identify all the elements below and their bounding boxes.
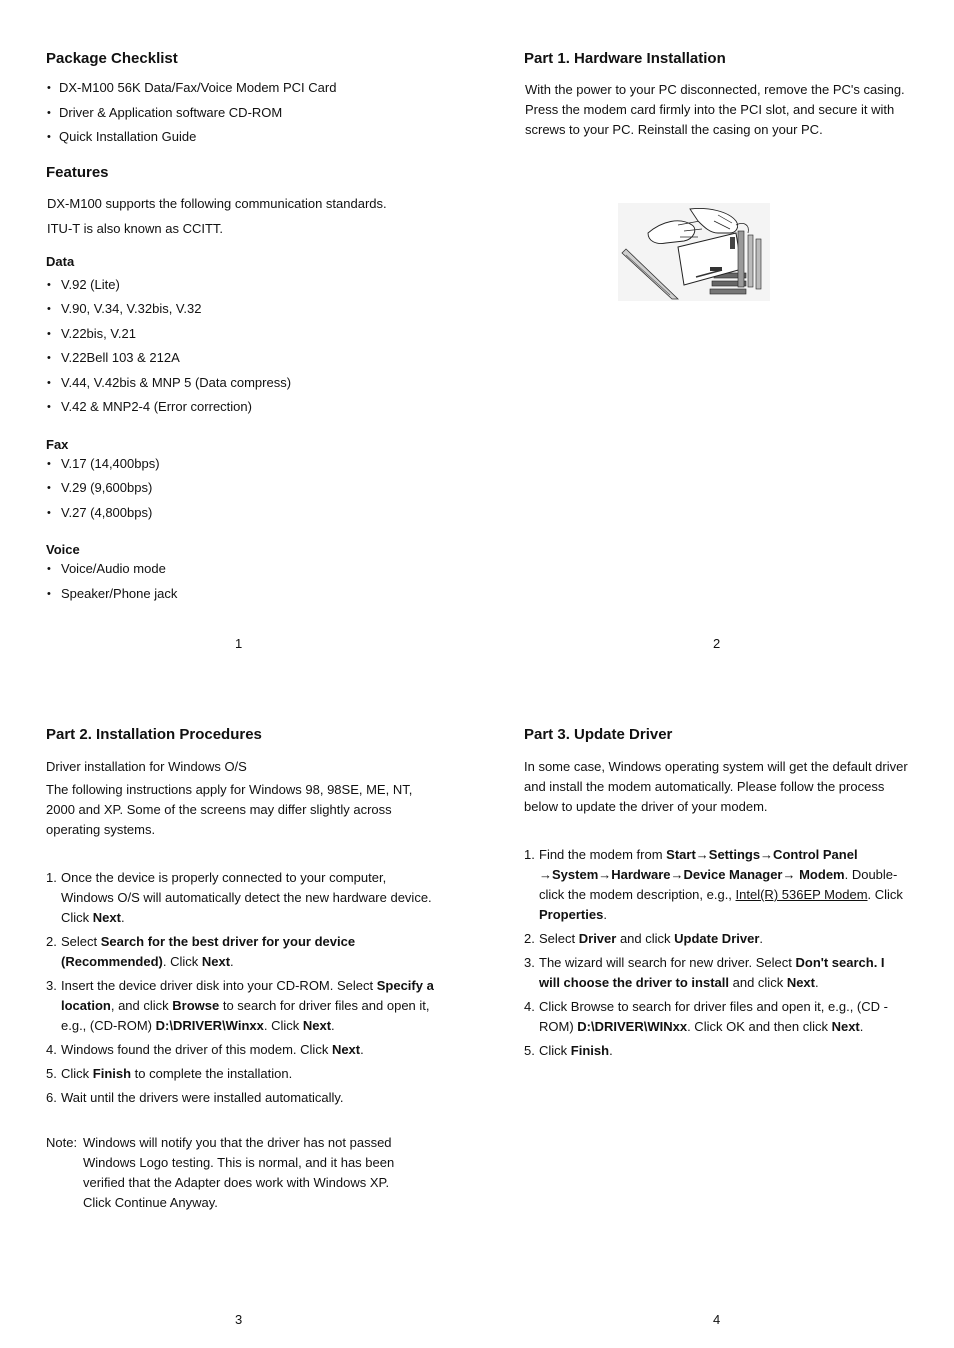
voice-list xyxy=(46,560,466,609)
package-checklist-heading: Package Checklist xyxy=(46,50,178,67)
step-item: 3. The wizard will search for new driver. Select Don't search. I will choose the driver to install and click Next. xyxy=(524,955,885,990)
list-item: • V.42 & MNP2-4 (Error correction) xyxy=(46,398,466,423)
list-item: • V.29 (9,600bps) xyxy=(46,479,466,504)
list-item: • Quick Installation Guide xyxy=(46,128,466,153)
list-item: • DX-M100 56K Data/Fax/Voice Modem PCI Card xyxy=(46,79,466,104)
list-item: • V.27 (4,800bps) xyxy=(46,504,466,529)
driver-installation-intro: Driver installation for Windows O/S xyxy=(46,759,247,774)
list-item: • Speaker/Phone jack xyxy=(46,585,466,610)
page-number: 4 xyxy=(713,1312,721,1327)
list-item: • V.44, V.42bis & MNP 5 (Data compress) xyxy=(46,374,466,399)
update-driver-steps xyxy=(524,845,908,1061)
step-item: 2. Select Driver and click Update Driver. xyxy=(524,931,764,946)
windows-logo-note xyxy=(46,1133,413,1213)
page-2 xyxy=(524,50,909,140)
package-list xyxy=(46,79,466,153)
windows-versions-note: The following instructions apply for Windows 98, 98SE, ME, NT, 2000 and XP. Some of the screens may differ slightly across operating systems. xyxy=(46,782,413,837)
page-3 xyxy=(46,726,438,1213)
page-number: 1 xyxy=(235,636,243,651)
step-item: 1. Once the device is properly connected to your computer, Windows O/S will automatically detect the new hardware device. Click Next. xyxy=(46,870,432,925)
fax-heading: Fax xyxy=(46,436,69,452)
step-item: 1. Find the modem from Start→Settings→Control Panel →System→Hardware→Device Manager→ Modem. Double-click the modem description, e.g., Intel(R) 536EP Modem. Click Properties. xyxy=(524,847,903,922)
hardware-installation-heading: Part 1. Hardware Installation xyxy=(524,50,726,67)
page-4 xyxy=(524,726,908,1065)
step-item: 4. Click Browse to search for driver files and open it, e.g., (CD -ROM) D:\DRIVER\WINxx. Click OK and then click Next. xyxy=(524,999,888,1034)
step-item: 4. Windows found the driver of this modem. Click Next. xyxy=(46,1042,364,1057)
list-item: • V.92 (Lite) xyxy=(46,276,466,301)
note-label: Note: xyxy=(46,1135,78,1150)
step-item: 3. Insert the device driver disk into your CD-ROM. Select Specify a location, and click Browse to search for driver files and open it, e.g., (CD-ROM) D:\DRIVER\Winxx. Click Next. xyxy=(46,978,434,1033)
step-item: 5. Click Finish to complete the installation. xyxy=(46,1066,293,1081)
list-item: • V.17 (14,400bps) xyxy=(46,455,466,480)
features-intro: DX-M100 supports the following communication standards. xyxy=(47,195,387,211)
step-item: 2. Select Search for the best driver for your device (Recommended). Click Next. xyxy=(46,934,356,969)
list-item: • Voice/Audio mode xyxy=(46,560,466,585)
installation-procedures-heading: Part 2. Installation Procedures xyxy=(46,726,262,743)
step-item: 6. Wait until the drivers were installed automatically. xyxy=(46,1090,344,1105)
list-item: • V.22Bell 103 & 212A xyxy=(46,349,466,374)
data-standards-list xyxy=(46,276,466,423)
update-driver-intro: In some case, Windows operating system will get the default driver and install the modem automatically. Please follow the process below to update the driver of your modem. xyxy=(524,759,908,814)
page-number: 3 xyxy=(235,1312,243,1327)
step-item: 5. Click Finish. xyxy=(524,1043,613,1058)
installation-steps xyxy=(46,868,438,1108)
voice-heading: Voice xyxy=(46,542,80,557)
list-item: • Driver & Application software CD-ROM xyxy=(46,104,466,129)
features-heading: Features xyxy=(46,163,109,181)
list-item: • V.90, V.34, V.32bis, V.32 xyxy=(46,300,466,325)
data-heading: Data xyxy=(46,253,75,269)
note-text: Windows will notify you that the driver has not passed Windows Logo testing. This is normal, and it has been verified that the Adapter does work with Windows XP. Click Continue Anyway. xyxy=(83,1135,395,1210)
list-item: • V.22bis, V.21 xyxy=(46,325,466,350)
page-1 xyxy=(46,50,466,609)
update-driver-heading: Part 3. Update Driver xyxy=(524,726,673,743)
page-number: 2 xyxy=(713,636,721,651)
hardware-installation-text: With the power to your PC disconnected, remove the PC's casing. Press the modem card firmly into the PCI slot, and secure it with screws to your PC. Reinstall the casing on your PC. xyxy=(525,82,905,137)
modem-description-example: Intel(R) 536EP Modem xyxy=(735,887,868,902)
fax-standards-list xyxy=(46,455,466,529)
features-intro-ccitt: ITU-T is also known as CCITT. xyxy=(47,220,224,236)
modem-card-installation-illustration xyxy=(618,203,770,301)
